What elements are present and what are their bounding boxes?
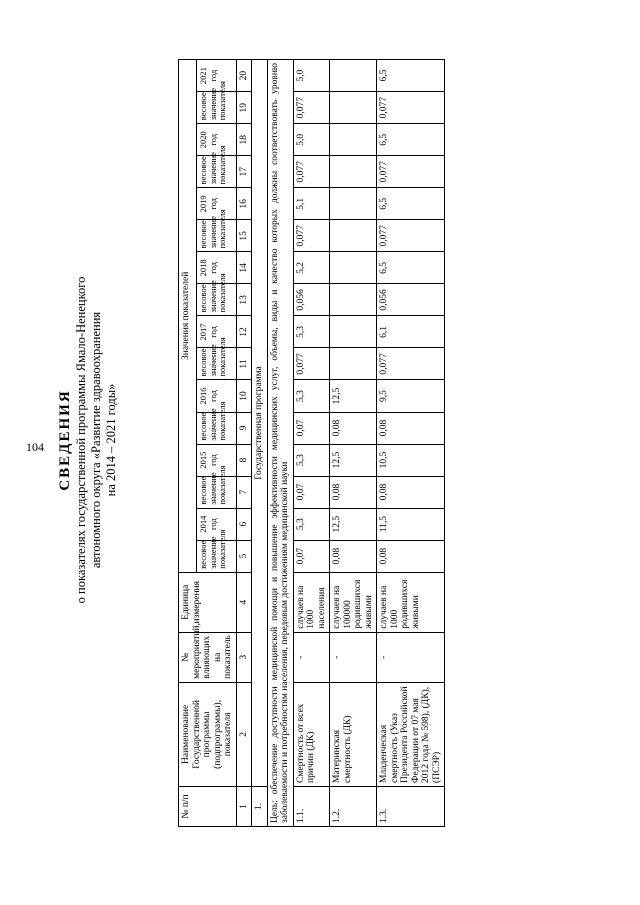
subtitle-line-1: о показателях государственной программы Ямало-Ненецкого (74, 276, 88, 604)
col-number: 4 (236, 572, 252, 632)
row-number: 1.3. (377, 786, 445, 826)
values-group-header: Значения показателей (179, 60, 197, 573)
page-number: 104 (26, 440, 44, 454)
value-cell: 6,5 (377, 188, 445, 220)
value-cell: 10,5 (377, 444, 445, 476)
value-cell: 0,077 (377, 220, 445, 252)
document-title: СВЕДЕНИЯ (57, 389, 73, 491)
event-numbers: - (330, 632, 377, 682)
value-cell: 5,3 (293, 380, 330, 412)
indicator-name: Смертность от всех причин (ДК) (293, 682, 330, 786)
value-cell: 12,5 (330, 444, 377, 476)
value-cell: 6,5 (377, 252, 445, 284)
value-cell: 12,5 (330, 380, 377, 412)
value-cell: 12,5 (330, 508, 377, 540)
value-cell: 0,07 (293, 412, 330, 444)
value-cell (330, 348, 377, 380)
value-cell: 0,08 (330, 412, 377, 444)
event-numbers: - (293, 632, 330, 682)
year-header: 2014 год (197, 508, 236, 540)
value-cell: 0,08 (330, 476, 377, 508)
col-events-header: № мероприятий, влияющих на показатель (179, 632, 237, 682)
value-cell: 5,0 (293, 60, 330, 92)
table-row (330, 60, 377, 827)
value-cell: 0,077 (293, 156, 330, 188)
value-cell: 5,3 (293, 444, 330, 476)
year-header: 2018 год (197, 252, 236, 284)
col-number: 5 (236, 540, 252, 572)
value-cell (330, 156, 377, 188)
weight-header: весовое значение показателя (197, 412, 236, 444)
col-number: 19 (236, 92, 252, 124)
value-cell (330, 124, 377, 156)
year-header: 2017 год (197, 316, 236, 348)
value-cell (330, 316, 377, 348)
rotated-page (40, 35, 600, 845)
col-num-header: № п/п (179, 786, 237, 826)
year-header: 2015 год (197, 444, 236, 476)
row-number: 1.1. (293, 786, 330, 826)
value-cell: 0,077 (293, 348, 330, 380)
value-cell: 6,5 (377, 124, 445, 156)
year-header: 2019 год (197, 188, 236, 220)
goal-row (267, 60, 293, 827)
unit-cell: случаев на 100000 родившихся живыми (330, 572, 377, 632)
value-cell: 0,056 (377, 284, 445, 316)
value-cell: 5,0 (293, 124, 330, 156)
col-number: 11 (236, 348, 252, 380)
weight-header: весовое значение показателя (197, 92, 236, 124)
value-cell: 0,056 (293, 284, 330, 316)
col-number: 2 (236, 682, 252, 786)
value-cell: 0,07 (293, 476, 330, 508)
col-number: 12 (236, 316, 252, 348)
col-number: 20 (236, 60, 252, 92)
unit-cell: случаев на 1000 родившихся живыми (377, 572, 445, 632)
value-cell (330, 252, 377, 284)
row-number: 1.2. (330, 786, 377, 826)
indicators-table (178, 59, 445, 827)
subtitle-line-3: на 2014 – 2021 годы» (104, 383, 118, 497)
event-numbers: - (377, 632, 445, 682)
year-header: 2021 год (197, 60, 236, 92)
value-cell: 0,08 (377, 540, 445, 572)
section-row (252, 60, 268, 827)
col-name-header: Наименование Государственной программы (подпрограммы), показателя (179, 682, 237, 786)
value-cell: 0,08 (377, 476, 445, 508)
weight-header: весовое значение показателя (197, 220, 236, 252)
indicator-name: Младенческая смертность (Указ Президента Российской Федерации от 07 мая 2012 года № 598), (ДК), (ПСЭР) (377, 682, 445, 786)
table-row (377, 60, 445, 827)
weight-header: весовое значение показателя (197, 348, 236, 380)
year-header: 2020 год (197, 124, 236, 156)
indicator-name: Материнская смертность (ДК) (330, 682, 377, 786)
col-number: 3 (236, 632, 252, 682)
col-number: 14 (236, 252, 252, 284)
value-cell: 0,077 (377, 92, 445, 124)
value-cell (330, 92, 377, 124)
value-cell (330, 284, 377, 316)
value-cell (330, 188, 377, 220)
col-number: 15 (236, 220, 252, 252)
value-cell: 11,5 (377, 508, 445, 540)
col-number: 6 (236, 508, 252, 540)
value-cell: 0,077 (377, 156, 445, 188)
weight-header: весовое значение показателя (197, 284, 236, 316)
col-number: 8 (236, 444, 252, 476)
unit-cell: случаев на 1000 населения (293, 572, 330, 632)
section-title: Государственная программа (252, 60, 268, 787)
value-cell: 0,077 (377, 348, 445, 380)
col-number: 9 (236, 412, 252, 444)
value-cell: 5,1 (293, 188, 330, 220)
value-cell: 0,077 (293, 92, 330, 124)
table-row (293, 60, 330, 827)
subtitle-line-2: автономного округа «Развитие здравоохранения (89, 311, 103, 569)
goal-text: Цель: обеспечение доступности медицинской помощи и повышение эффективности медицинских услуг, объемы, виды и качество которых должны соответствовать уровню заболеваемости и потребностям населения, передовым достижениям медицинской науки (267, 60, 293, 827)
value-cell: 0,08 (377, 412, 445, 444)
weight-header: весовое значение показателя (197, 476, 236, 508)
col-number: 1 (236, 786, 252, 826)
value-cell (330, 220, 377, 252)
document-header (40, 35, 119, 845)
col-number: 13 (236, 284, 252, 316)
weight-header: весовое значение показателя (197, 540, 236, 572)
value-cell: 0,07 (293, 540, 330, 572)
value-cell: 6,5 (377, 60, 445, 92)
value-cell: 5,3 (293, 316, 330, 348)
value-cell: 5,2 (293, 252, 330, 284)
value-cell: 9,5 (377, 380, 445, 412)
value-cell: 5,3 (293, 508, 330, 540)
year-header: 2016 год (197, 380, 236, 412)
value-cell: 0,077 (293, 220, 330, 252)
col-unit-header: Единица измерения (179, 572, 237, 632)
weight-header: весовое значение показателя (197, 156, 236, 188)
value-cell (330, 60, 377, 92)
value-cell: 6,1 (377, 316, 445, 348)
col-number: 18 (236, 124, 252, 156)
value-cell: 0,08 (330, 540, 377, 572)
col-number: 10 (236, 380, 252, 412)
header-row-1 (179, 60, 197, 827)
col-number: 7 (236, 476, 252, 508)
col-number: 16 (236, 188, 252, 220)
section-number: 1. (252, 786, 268, 826)
col-number: 17 (236, 156, 252, 188)
column-number-row (236, 60, 252, 827)
